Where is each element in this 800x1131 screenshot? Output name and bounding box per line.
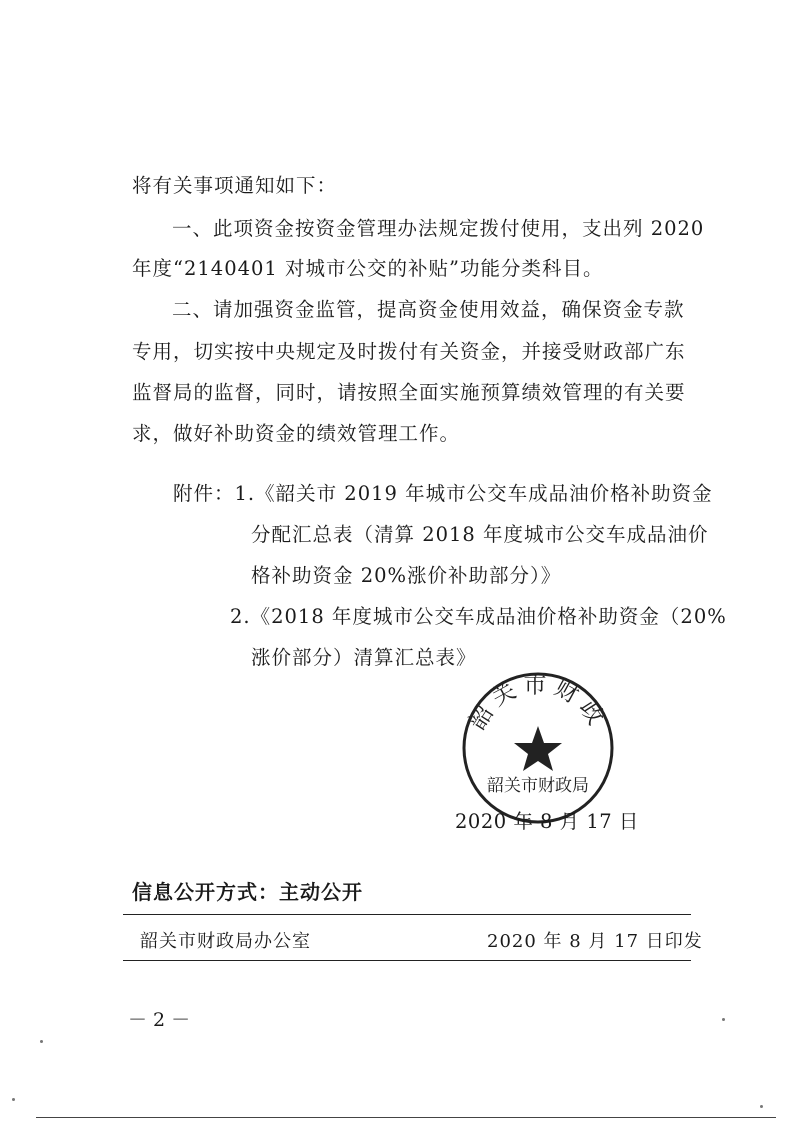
scan-edge-line — [36, 1117, 776, 1118]
attachment-line: 附件：1.《韶关市 2019 年城市公交车成品油价格补助资金 — [173, 482, 713, 505]
body-line: 年度“2140401 对城市公交的补贴”功能分类科目。 — [132, 257, 604, 280]
footer-print-date: 2020 年 8 月 17 日印发 — [487, 931, 703, 952]
body-line: 将有关事项通知如下： — [132, 174, 338, 197]
body-line: 监督局的监督，同时，请按照全面实施预算绩效管理的有关要 — [132, 381, 686, 404]
disclosure-heading: 信息公开方式：主动公开 — [132, 880, 363, 904]
seal-arc-text: 韶关市财政 — [464, 672, 612, 735]
attachment-line: 分配汇总表（清算 2018 年度城市公交车成品油价 — [251, 523, 709, 546]
attachment-line: 格补助资金 20%涨价补助部分）》 — [251, 564, 562, 587]
body-line: 一、此项资金按资金管理办法规定拨付使用，支出列 2020 — [172, 217, 705, 240]
seal-inner-text: 韶关市财政局 — [487, 776, 589, 796]
official-seal — [458, 668, 618, 828]
star-icon — [514, 726, 562, 771]
scan-speck — [12, 1098, 15, 1101]
footer-issuer: 韶关市财政局办公室 — [140, 931, 311, 952]
body-line: 求，做好补助资金的绩效管理工作。 — [132, 422, 461, 445]
scan-speck — [40, 1040, 43, 1043]
issue-date: 2020 年 8 月 17 日 — [455, 810, 639, 833]
page-number: － 2 － — [128, 1009, 191, 1031]
body-line: 二、请加强资金监管，提高资金使用效益，确保资金专款 — [172, 298, 685, 321]
footer-top-rule — [123, 914, 691, 915]
scan-speck — [760, 1105, 763, 1108]
scan-speck — [722, 1018, 725, 1021]
body-line: 专用，切实按中央规定及时拨付有关资金，并接受财政部广东 — [132, 340, 686, 363]
footer-bottom-rule — [123, 960, 691, 961]
attachment-line: 涨价部分）清算汇总表》 — [251, 646, 477, 669]
attachment-line: 2.《2018 年度城市公交车成品油价格补助资金（20% — [230, 605, 727, 628]
